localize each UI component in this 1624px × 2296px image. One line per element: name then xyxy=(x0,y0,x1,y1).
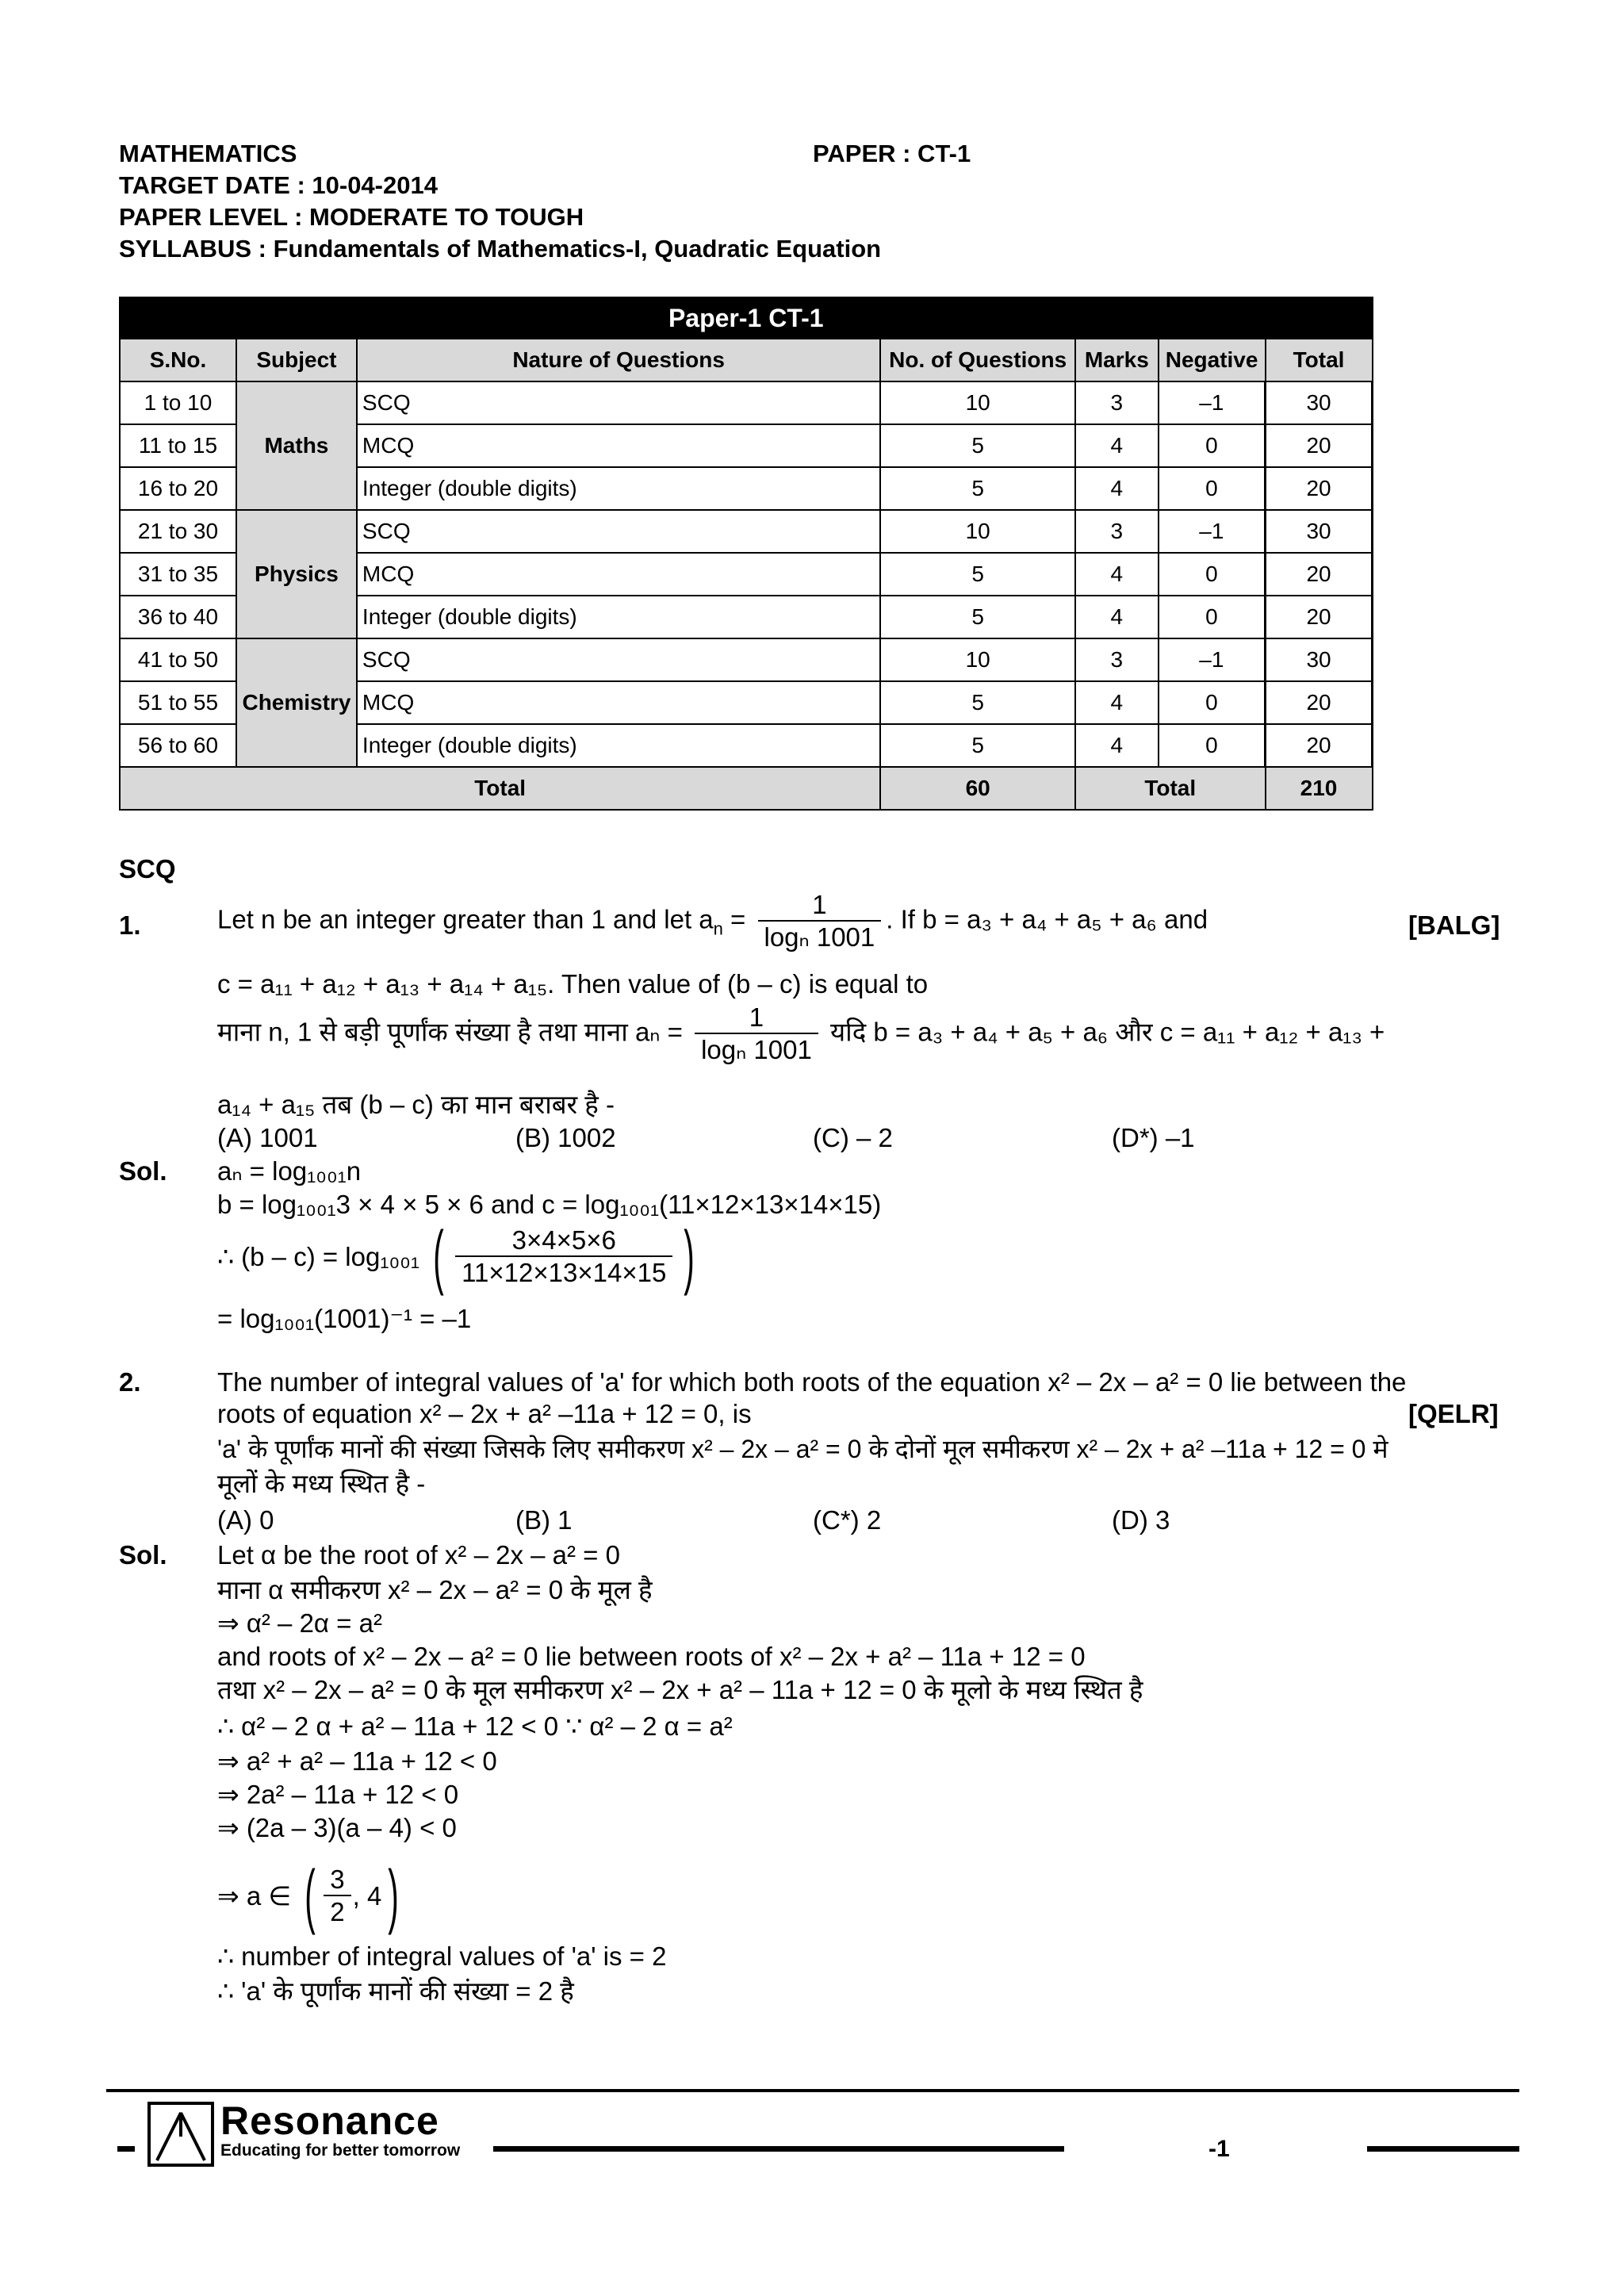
q1-sol-line4: = log₁₀₀₁(1001)⁻¹ = –1 xyxy=(217,1304,472,1333)
col-num-questions: No. of Questions xyxy=(880,339,1075,381)
q2-sol-line: ⇒ (2a – 3)(a – 4) < 0 xyxy=(217,1813,457,1842)
q1-hindi-line2: a₁₄ + a₁₅ तब (b – c) का मान बराबर है - xyxy=(217,1090,615,1119)
cell: SCQ xyxy=(357,638,880,681)
cell: 20 xyxy=(1266,681,1373,724)
q1-sol-line3-text: ∴ (b – c) = log₁₀₀₁ xyxy=(217,1242,419,1271)
paper-code: PAPER : CT-1 xyxy=(813,140,971,167)
footer-tagline: Educating for better tomorrow xyxy=(220,2141,461,2160)
cell: 20 xyxy=(1266,424,1373,467)
q2-sol-label: Sol. xyxy=(119,1540,167,1570)
footer-bar-middle xyxy=(493,2146,1064,2152)
left-paren: ( xyxy=(433,1217,444,1297)
q1-hindi-a: माना n, 1 से बड़ी पूर्णांक संख्या है तथा माना aₙ = xyxy=(217,1017,683,1047)
cell: 0 xyxy=(1159,596,1266,638)
q2-sol-line: ∴ α² – 2 α + a² – 11a + 12 < 0 ∵ α² – 2 α = a² xyxy=(217,1711,733,1741)
syllabus: SYLLABUS : Fundamentals of Mathematics-I, Quadratic Equation xyxy=(119,235,882,263)
q2-sol-interval-text: ⇒ a ∈ xyxy=(217,1881,292,1911)
total-questions: 60 xyxy=(880,767,1075,810)
q1-text-b: . If b = a₃ + a₄ + a₅ + a₆ and xyxy=(886,904,1208,934)
interval-end: , 4 xyxy=(352,1881,382,1911)
cell: 4 xyxy=(1075,681,1159,724)
section-heading: SCQ xyxy=(119,854,176,884)
cell: –1 xyxy=(1159,510,1266,553)
col-sno: S.No. xyxy=(120,339,236,381)
subject-physics: Physics xyxy=(236,510,357,638)
q2-sol-line: and roots of x² – 2x – a² = 0 lie between roots of x² – 2x + a² – 11a + 12 = 0 xyxy=(217,1642,1086,1671)
right-paren: ) xyxy=(388,1857,400,1936)
cell: SCQ xyxy=(357,381,880,424)
cell: 4 xyxy=(1075,596,1159,638)
q1-code: [BALG] xyxy=(1408,910,1500,940)
table-row xyxy=(120,381,1373,424)
q2-code: [QELR] xyxy=(1408,1399,1499,1428)
q1-option-a: (A) 1001 xyxy=(217,1123,318,1152)
total-label-2: Total xyxy=(1075,767,1266,810)
target-date: TARGET DATE : 10-04-2014 xyxy=(119,171,438,199)
cell: 20 xyxy=(1266,724,1373,767)
paper-level: PAPER LEVEL : MODERATE TO TOUGH xyxy=(119,203,584,231)
right-paren: ) xyxy=(684,1217,695,1297)
table-title: Paper-1 CT-1 xyxy=(120,297,1373,339)
cell: 4 xyxy=(1075,724,1159,767)
q2-line1: The number of integral values of 'a' for which both roots of the equation x² – 2x – a² = 0 lie between the xyxy=(217,1367,1407,1397)
q2-hindi1: 'a' के पूर्णांक मानों की संख्या जिसके लिए समीकरण x² – 2x – a² = 0 के दोनों मूल समीकरण x² – 2x + a² –11a + 12 = 0 मे xyxy=(217,1435,1388,1463)
q2-option-b: (B) 1 xyxy=(515,1505,573,1535)
q2-sol-line: ∴ 'a' के पूर्णांक मानों की संख्या = 2 है xyxy=(217,1976,574,2006)
table-row xyxy=(120,638,1373,681)
q2-sol-line: तथा x² – 2x – a² = 0 के मूल समीकरण x² – 2x + a² – 11a + 12 = 0 के मूलो के मध्य स्थित है xyxy=(217,1675,1143,1704)
footer-brand: Resonance xyxy=(220,2099,439,2143)
cell: 41 to 50 xyxy=(120,638,236,681)
col-total: Total xyxy=(1266,339,1373,381)
q1-line2: c = a₁₁ + a₁₂ + a₁₃ + a₁₄ + a₁₅. Then value of (b – c) is equal to xyxy=(217,969,929,999)
q2-option-a: (A) 0 xyxy=(217,1505,274,1535)
cell: 30 xyxy=(1266,381,1373,424)
col-marks: Marks xyxy=(1075,339,1159,381)
q1-hindi-b: यदि b = a₃ + a₄ + a₅ + a₆ और c = a₁₁ + a₁₂ + a₁₃ + xyxy=(830,1017,1385,1047)
subject-maths: Maths xyxy=(236,381,357,510)
cell: 11 to 15 xyxy=(120,424,236,467)
q2-number: 2. xyxy=(119,1367,141,1397)
fraction-denominator: 2 xyxy=(330,1897,345,1926)
fraction-numerator: 1 xyxy=(758,890,882,922)
q2-option-d: (D) 3 xyxy=(1112,1505,1170,1535)
q1-hindi-fraction xyxy=(695,1002,818,1066)
table-row xyxy=(120,510,1373,553)
q2-sol-line: ⇒ 2a² – 11a + 12 < 0 xyxy=(217,1780,459,1809)
q2-sol-line: ⇒ α² – 2α = a² xyxy=(217,1608,382,1638)
q1-fraction xyxy=(758,890,882,953)
q2-sol-interval xyxy=(217,1857,405,1936)
cell: 4 xyxy=(1075,467,1159,510)
cell: 56 to 60 xyxy=(120,724,236,767)
q1-statement: Let n be an integer greater than 1 and let $a_n$ = $\frac{1}{\text{logₙ 1001}}$ . If b = a₃ + a₄ + a₅ + a₆ and xyxy=(217,890,1208,952)
col-negative: Negative xyxy=(1159,339,1266,381)
q1-sol-line2: b = log₁₀₀₁3 × 4 × 5 × 6 and c = log₁₀₀₁(11×12×13×14×15) xyxy=(217,1190,882,1219)
cell: Integer (double digits) xyxy=(357,467,880,510)
fraction-denominator: logₙ 1001 xyxy=(701,1035,812,1064)
fraction-numerator: 1 xyxy=(695,1002,818,1034)
q1-option-c: (C) – 2 xyxy=(813,1123,893,1152)
footer-bar-left xyxy=(117,2146,135,2152)
cell: 20 xyxy=(1266,467,1373,510)
cell: 5 xyxy=(880,424,1075,467)
cell: 0 xyxy=(1159,681,1266,724)
q2-line2: roots of equation x² – 2x + a² –11a + 12 = 0, is xyxy=(217,1399,752,1428)
q1-number: 1. xyxy=(119,910,141,940)
q2-sol-line: माना α समीकरण x² – 2x – a² = 0 के मूल है xyxy=(217,1575,653,1604)
q2-option-c: (C*) 2 xyxy=(813,1505,882,1535)
cell: –1 xyxy=(1159,638,1266,681)
cell: MCQ xyxy=(357,424,880,467)
cell: 30 xyxy=(1266,510,1373,553)
cell: 5 xyxy=(880,681,1075,724)
cell: Integer (double digits) xyxy=(357,596,880,638)
cell: 10 xyxy=(880,510,1075,553)
total-label: Total xyxy=(120,767,880,810)
footer-rule xyxy=(106,2089,1519,2092)
cell: 51 to 55 xyxy=(120,681,236,724)
page-number: -1 xyxy=(1208,2136,1230,2162)
cell: 30 xyxy=(1266,638,1373,681)
cell: 0 xyxy=(1159,467,1266,510)
cell: 10 xyxy=(880,638,1075,681)
cell: 5 xyxy=(880,596,1075,638)
total-marks: 210 xyxy=(1266,767,1373,810)
subject-title: MATHEMATICS xyxy=(119,140,297,167)
q1-sol-fraction xyxy=(455,1225,672,1289)
cell: 20 xyxy=(1266,553,1373,596)
cell: 10 xyxy=(880,381,1075,424)
cell: 21 to 30 xyxy=(120,510,236,553)
cell: 16 to 20 xyxy=(120,467,236,510)
q1-option-b: (B) 1002 xyxy=(515,1123,616,1152)
cell: 1 to 10 xyxy=(120,381,236,424)
q1-option-d: (D*) –1 xyxy=(1112,1123,1195,1152)
cell: –1 xyxy=(1159,381,1266,424)
cell: 0 xyxy=(1159,724,1266,767)
fraction-numerator: 3 xyxy=(324,1865,350,1896)
cell: Integer (double digits) xyxy=(357,724,880,767)
resonance-logo-icon xyxy=(147,2102,214,2167)
q1-hindi xyxy=(217,1002,1385,1066)
table-total-row xyxy=(120,767,1373,810)
q1-text-a: Let n be an integer greater than 1 and let a xyxy=(217,904,714,934)
q2-hindi2: मूलों के मध्य स्थित है - xyxy=(217,1469,426,1498)
cell: SCQ xyxy=(357,510,880,553)
cell: 31 to 35 xyxy=(120,553,236,596)
cell: 4 xyxy=(1075,553,1159,596)
fraction-denominator: 11×12×13×14×15 xyxy=(462,1258,667,1287)
cell: 3 xyxy=(1075,510,1159,553)
cell: 5 xyxy=(880,553,1075,596)
q1-sol-line3 xyxy=(217,1217,701,1297)
cell: MCQ xyxy=(357,681,880,724)
subject-chemistry: Chemistry xyxy=(236,638,357,767)
col-subject: Subject xyxy=(236,339,357,381)
marks-table xyxy=(119,297,1373,811)
col-nature: Nature of Questions xyxy=(357,339,880,381)
cell: MCQ xyxy=(357,553,880,596)
cell: 0 xyxy=(1159,553,1266,596)
fraction-denominator: logₙ 1001 xyxy=(764,922,875,952)
footer-bar-right xyxy=(1367,2146,1519,2152)
cell: 3 xyxy=(1075,638,1159,681)
cell: 5 xyxy=(880,724,1075,767)
cell: 20 xyxy=(1266,596,1373,638)
q2-sol-line: Let α be the root of x² – 2x – a² = 0 xyxy=(217,1540,620,1570)
cell: 5 xyxy=(880,467,1075,510)
q1-sol-line1: aₙ = log₁₀₀₁n xyxy=(217,1156,362,1186)
q2-sol-line: ⇒ a² + a² – 11a + 12 < 0 xyxy=(217,1746,497,1776)
interval-fraction xyxy=(324,1865,350,1928)
cell: 0 xyxy=(1159,424,1266,467)
q1-sol-label: Sol. xyxy=(119,1156,167,1186)
fraction-numerator: 3×4×5×6 xyxy=(455,1225,672,1257)
left-paren: ( xyxy=(304,1857,316,1936)
cell: 3 xyxy=(1075,381,1159,424)
cell: 36 to 40 xyxy=(120,596,236,638)
q2-sol-line: ∴ number of integral values of 'a' is = 2 xyxy=(217,1941,667,1971)
cell: 4 xyxy=(1075,424,1159,467)
